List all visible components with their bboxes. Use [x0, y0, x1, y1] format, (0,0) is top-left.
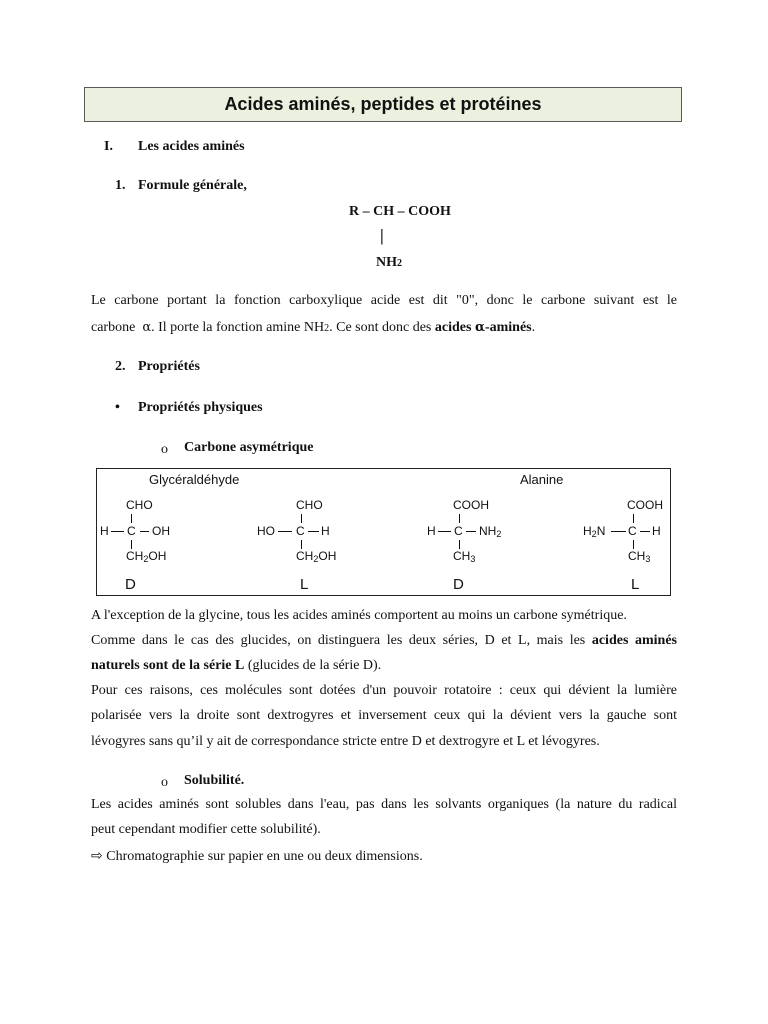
- formula-substituent: NH2: [376, 255, 402, 270]
- paragraph-chromatography: ⇨ Chromatographie sur papier en une ou deux dimensions.: [91, 847, 423, 864]
- sub-bullet-title-solubility: Solubilité.: [184, 773, 245, 788]
- arrow-right-icon: ⇨: [91, 847, 103, 863]
- paragraph-glycine-line2: Comme dans le cas des glucides, on distinguera les deux séries, D et L, mais les acides aminés: [91, 633, 677, 648]
- paragraph-glycine-line3: naturels sont de la série L (glucides de la série D).: [91, 658, 382, 673]
- series-label-d: D: [125, 576, 136, 593]
- subsection-title-1: Formule générale,: [138, 178, 247, 193]
- paragraph-carbon-line1: Le carbone portant la fonction carboxylique acide est dit "0", donc le carbone suivant est le: [91, 293, 677, 308]
- subsection-title-2: Propriétés: [138, 359, 200, 374]
- general-formula: R – CH – COOH: [349, 204, 451, 219]
- series-label-d: D: [453, 576, 464, 593]
- bullet-icon: •: [115, 400, 120, 415]
- page-title: [84, 87, 682, 122]
- alpha-symbol: α: [142, 320, 152, 335]
- subsection-number-1: 1.: [115, 178, 126, 193]
- bullet-title: Propriétés physiques: [138, 400, 263, 415]
- sub-bullet-icon: o: [161, 442, 168, 457]
- section-number: I.: [104, 139, 113, 154]
- formula-bond: |: [380, 226, 384, 245]
- subsection-number-2: 2.: [115, 359, 126, 374]
- paragraph-glycine-line1: A l'exception de la glycine, tous les acides aminés comportent au moins un carbone symétrique.: [91, 608, 627, 623]
- page-title-text: Acides aminés, peptides et protéines: [224, 94, 542, 114]
- paragraph-solubility-line1: Les acides aminés sont solubles dans l'eau, pas dans les solvants organiques (la nature du radical: [91, 797, 677, 812]
- figure-label-alanine: Alanine: [520, 472, 564, 487]
- paragraph-carbon-line2: carbone α. Il porte la fonction amine NH2. Ce sont donc des acides α-aminés.: [91, 320, 536, 335]
- section-title: Les acides aminés: [138, 139, 245, 154]
- paragraph-rotation-line2: polarisée vers la droite sont dextrogyres et inversement ceux qui la dévient vers la gauche sont: [91, 708, 677, 723]
- series-label-l: L: [300, 576, 309, 593]
- paragraph-rotation-line1: Pour ces raisons, ces molécules sont dotées d'un pouvoir rotatoire : ceux qui dévient la lumière: [91, 683, 677, 698]
- sub-bullet-icon: o: [161, 775, 168, 790]
- paragraph-solubility-line2: peut cependant modifier cette solubilité).: [91, 822, 321, 837]
- stereo-figure: Glycéraldéhyde Alanine CHO H C OH $CH_2OH$ D CHO HO C H $CH_2OH$ L COOH H C $NH_2$ $CH_3$ D COOH $H_2N$ C H $CH_3$ L: [96, 468, 671, 596]
- figure-label-glyceraldehyde: Glycéraldéhyde: [149, 472, 240, 487]
- sub-bullet-title-asym: Carbone asymétrique: [184, 440, 314, 455]
- paragraph-rotation-line3: lévogyres sans qu’il y ait de correspondance stricte entre D et dextrogyre et L et lévogyres.: [91, 734, 600, 749]
- series-label-l: L: [631, 576, 640, 593]
